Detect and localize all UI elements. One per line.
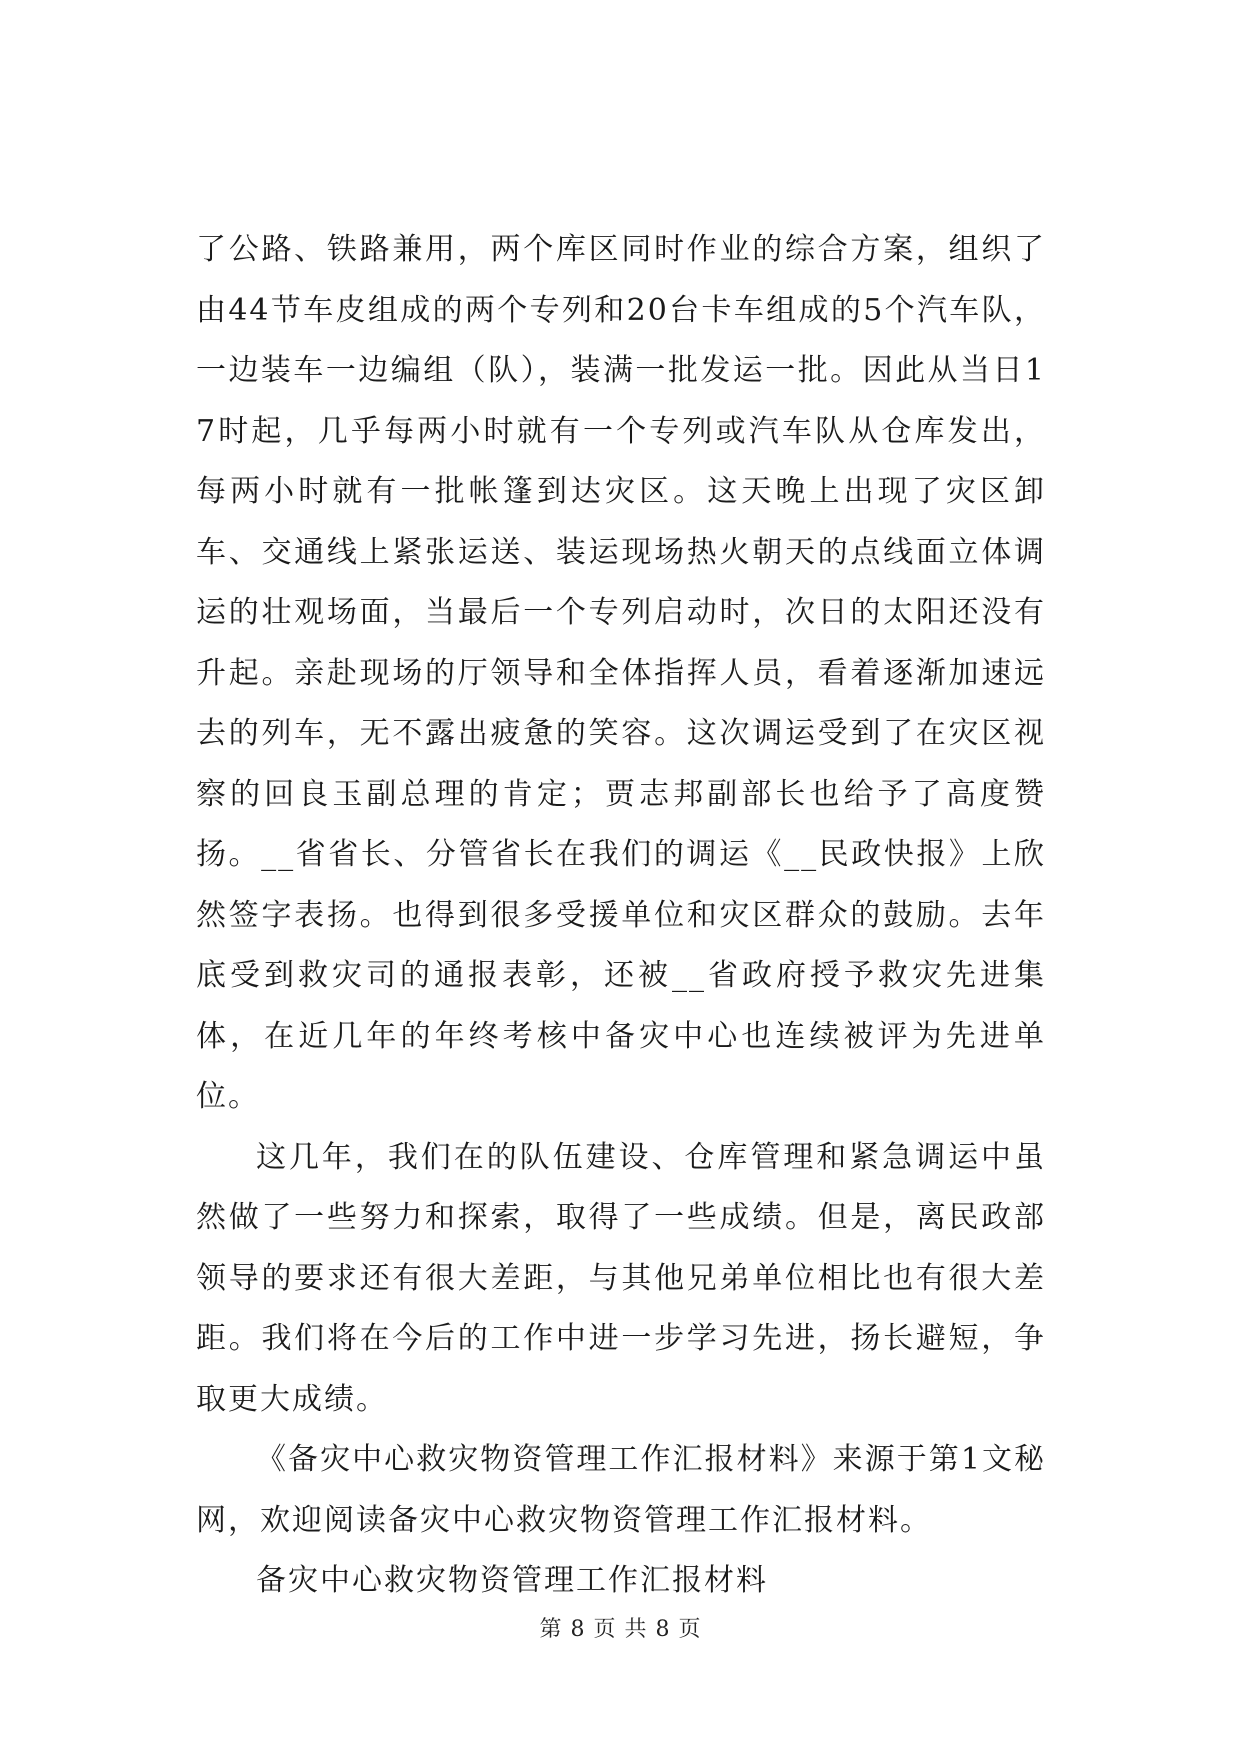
closing-title-paragraph: 备灾中心救灾物资管理工作汇报材料 [256, 1563, 768, 1598]
page-footer [0, 1612, 1241, 1643]
body-paragraph: 了公路、铁路兼用，两个库区同时作业的综合方案，组织了由44节车皮组成的两个专列和20台卡车组成的5个汽车队，一边装车一边编组（队），装满一批发运一批。因此从当日17时起，几乎每两小时就有一个专列或汽车队从仓库发出，每两小时就有一批帐篷到达灾区。这天晚上出现了灾区卸车、交通线上紧张运送、装运现场热火朝天的点线面立体调运的壮观场面，当最后一个专列启动时，次日的太阳还没有升起。亲赴现场的厅领导和全体指挥人员，看着逐渐加速远去的列车，无不露出疲惫的笑容。这次调运受到了在灾区视察的回良玉副总理的肯定；贾志邦副部长也给予了高度赞扬。__省省长、分管省长在我们的调运《__民政快报》上欣然签字表扬。也得到很多受援单位和灾区群众的鼓励。去年底受到救灾司的通报表彰，还被__省政府授予救灾先进集体，在近几年的年终考核中备灾中心也连续被评为先进单位。 [196, 232, 1046, 1114]
document-body [196, 220, 1046, 1612]
body-paragraph: 这几年，我们在的队伍建设、仓库管理和紧急调运中虽然做了一些努力和探索，取得了一些成绩。但是，离民政部领导的要求还有很大差距，与其他兄弟单位相比也有很大差距。我们将在今后的工作中进一步学习先进，扬长避短，争取更大成绩。 [196, 1139, 1046, 1417]
source-note-paragraph: 《备灾中心救灾物资管理工作汇报材料》来源于第1文秘网，欢迎阅读备灾中心救灾物资管理工作汇报材料。 [196, 1442, 1046, 1538]
page-number-label: 第 8 页 共 8 页 [539, 1617, 702, 1642]
